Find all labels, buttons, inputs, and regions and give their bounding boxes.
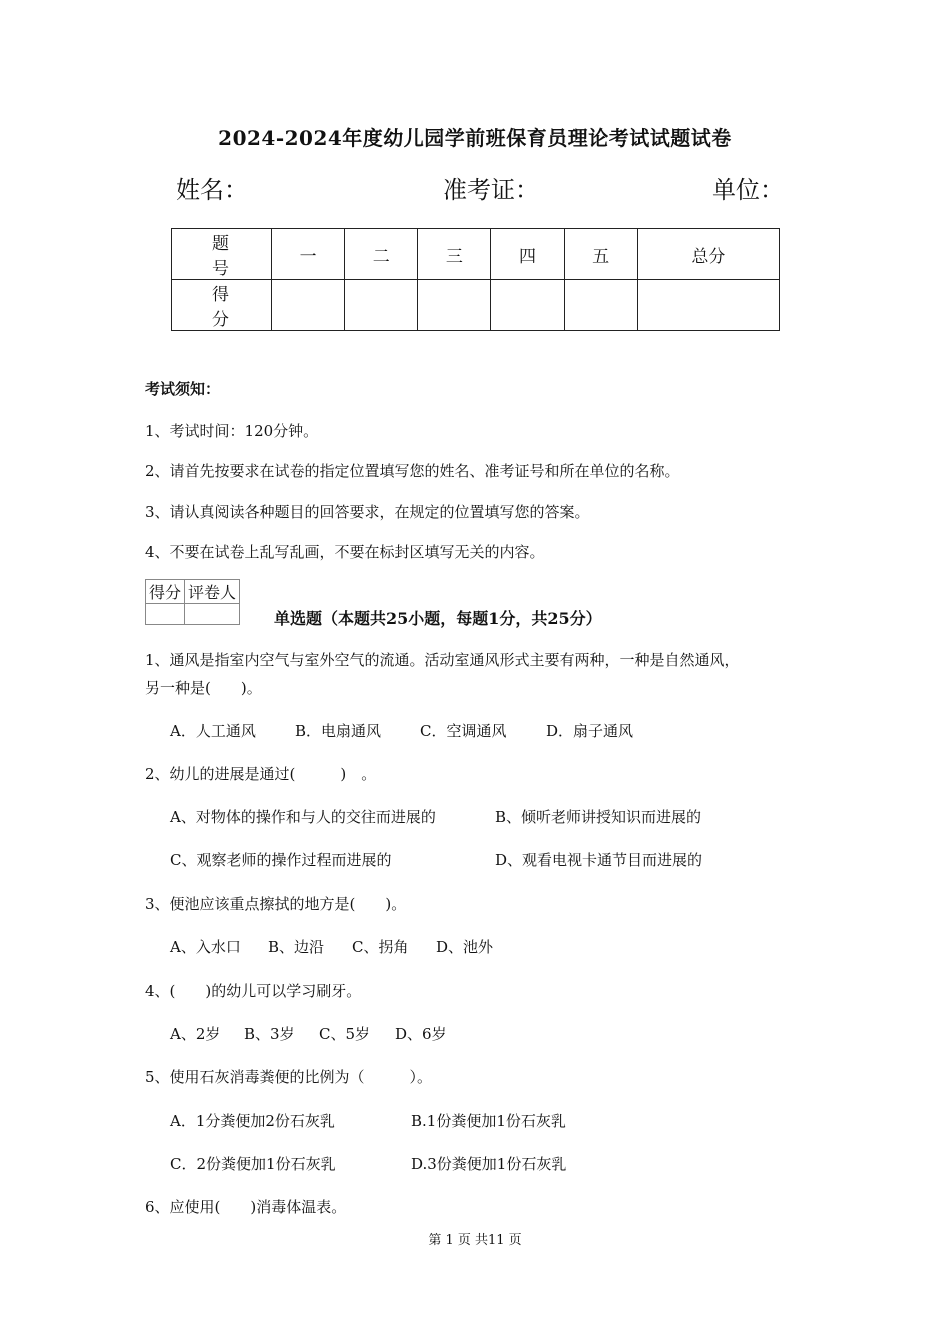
q1-option-b: B．电扇通风 [295, 722, 382, 740]
q3-option-d: D、池外 [436, 938, 494, 956]
q4-option-d: D、6岁 [395, 1025, 447, 1043]
score-header-total: 总分 [637, 229, 779, 280]
score-cell-2 [345, 280, 418, 331]
q2-option-c: C、观察老师的操作过程而进展的 [170, 851, 392, 869]
notice-item-4: 4、不要在试卷上乱写乱画，不要在标封区填写无关的内容。 [145, 543, 545, 561]
notice-item-3: 3、请认真阅读各种题目的回答要求，在规定的位置填写您的答案。 [145, 503, 590, 521]
notice-item-2: 2、请首先按要求在试卷的指定位置填写您的姓名、准考证号和所在单位的名称。 [145, 462, 680, 480]
question-1-line-2: 另一种是( )。 [145, 679, 262, 697]
notice-item-1: 1、考试时间：120分钟。 [145, 422, 319, 440]
q4-option-a: A、2岁 [170, 1025, 221, 1043]
score-row-label: 得 分 [172, 280, 272, 331]
q1-option-a: A．人工通风 [170, 722, 256, 740]
grader-reviewer-cell [185, 604, 240, 625]
q3-option-b: B、边沿 [268, 938, 325, 956]
q4-option-c: C、5岁 [319, 1025, 371, 1043]
exam-id-label: 准考证： [443, 176, 539, 204]
score-header-2: 二 [345, 229, 418, 280]
score-cell-5 [564, 280, 637, 331]
question-3: 3、便池应该重点擦拭的地方是( )。 [145, 895, 407, 913]
section-title: 单选题（本题共25小题，每题1分，共25分） [274, 609, 602, 628]
q2-option-d: D、观看电视卡通节目而进展的 [495, 851, 703, 869]
question-6: 6、应使用( )消毒体温表。 [145, 1198, 347, 1216]
page-footer: 第 1 页 共11 页 [428, 1233, 522, 1248]
q1-option-c: C．空调通风 [420, 722, 507, 740]
score-table-score-row [172, 280, 780, 331]
score-cell-4 [491, 280, 564, 331]
question-2: 2、幼儿的进展是通过( ) 。 [145, 765, 377, 783]
score-header-5: 五 [564, 229, 637, 280]
grader-box [145, 579, 240, 625]
question-5: 5、使用石灰消毒粪便的比例为（ ）。 [145, 1068, 433, 1086]
q5-option-d: D.3份粪便加1份石灰乳 [411, 1155, 567, 1173]
q2-option-b: B、倾听老师讲授知识而进展的 [495, 808, 702, 826]
unit-label: 单位： [712, 176, 784, 204]
question-1-line-1: 1、通风是指室内空气与室外空气的流通。活动室通风形式主要有两种，一种是自然通风， [145, 651, 740, 669]
notice-title: 考试须知： [145, 380, 221, 398]
score-header-4: 四 [491, 229, 564, 280]
q5-option-c: C．2份粪便加1份石灰乳 [170, 1155, 336, 1173]
grader-score-label: 得分 [146, 580, 185, 604]
q5-option-a: A．1分粪便加2份石灰乳 [170, 1112, 335, 1130]
score-cell-3 [418, 280, 491, 331]
grader-reviewer-label: 评卷人 [185, 580, 240, 604]
score-header-1: 一 [272, 229, 345, 280]
q4-option-b: B、3岁 [244, 1025, 295, 1043]
score-cell-total [637, 280, 779, 331]
question-4: 4、( )的幼儿可以学习刷牙。 [145, 982, 362, 1000]
q3-option-a: A、入水口 [170, 938, 241, 956]
name-label: 姓名： [176, 176, 248, 204]
score-cell-1 [272, 280, 345, 331]
grader-score-cell [146, 604, 185, 625]
page-title: 2024-2024年度幼儿园学前班保育员理论考试试题试卷 [218, 126, 732, 150]
score-table [171, 228, 780, 331]
score-header-3: 三 [418, 229, 491, 280]
q1-option-d: D．扇子通风 [546, 722, 634, 740]
score-header-label: 题 号 [172, 229, 272, 280]
score-table-header-row [172, 229, 780, 280]
q3-option-c: C、拐角 [352, 938, 409, 956]
q5-option-b: B.1份粪便加1份石灰乳 [411, 1112, 566, 1130]
q2-option-a: A、对物体的操作和与人的交往而进展的 [170, 808, 436, 826]
